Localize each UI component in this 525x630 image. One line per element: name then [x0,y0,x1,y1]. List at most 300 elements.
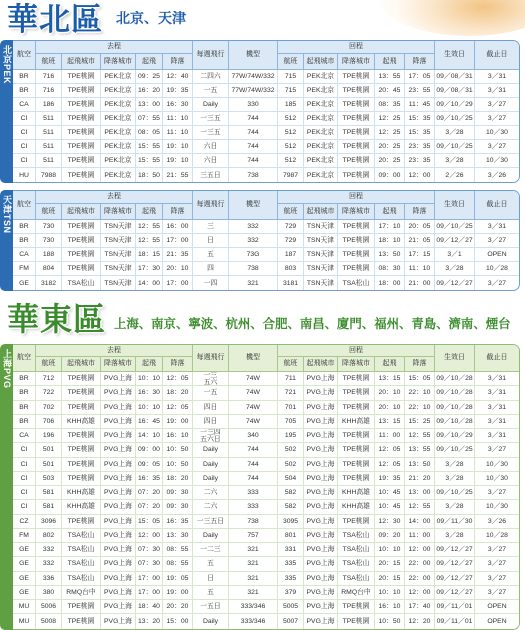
departure-city-cell: TPE桃園 [62,70,101,83]
header-return: 回程 [278,345,435,357]
effective-date-cell: 09／10／29 [435,429,475,442]
weekly-days-cell: 一五 [193,84,229,97]
return-departure-time-cell: 13：50 [375,248,405,261]
flight-row [13,500,519,514]
expiry-date-cell: 3／27 [487,546,507,554]
expiry-date-cell: 3／31 [487,432,507,440]
return-departure-city-cell: PVG上海 [304,486,338,499]
header-return-departure-city: 起飛城市 [304,54,338,69]
return-arrival-time-cell: 22：00 [405,557,435,570]
departure-city-cell: TSA松山 [62,557,101,570]
return-flight-number-cell: 512 [278,154,304,167]
return-departure-time-cell: 18：10 [375,234,405,247]
return-arrival-city-cell: KHH高雄 [338,415,375,428]
departure-city-cell: TSA松山 [62,572,101,585]
weekly-days-cell: 五 [193,557,229,570]
header-outbound-arrival-time: 降落 [163,357,193,371]
flight-number-cell: 716 [36,70,62,83]
return-arrival-city-cell: TPE桃園 [338,600,375,613]
return-departure-time-cell: 13：55 [375,70,405,83]
return-flight-number-cell: 803 [278,262,304,275]
return-arrival-time-cell: 15：05 [405,372,435,385]
arrival-time-cell: 19：10 [163,154,193,167]
effective-date-cell: 09／10／25 [435,140,475,153]
return-arrival-time-cell: 21：00 [405,276,435,290]
header-return-flight: 航班 [278,54,304,69]
arrival-time-cell: 19：05 [163,572,193,585]
header-expiry-date: 截止日 [486,51,508,58]
effective-date-cell: 3／1 [435,248,475,261]
flight-number-cell: 581 [36,486,62,499]
return-departure-city-cell: PVG上海 [304,586,338,599]
arrival-city-cell: PVG上海 [101,515,136,528]
effective-date-cell: 09／12／27 [435,586,475,599]
weekly-days-cell: 二六 [193,486,229,499]
aircraft-cell: 74W [229,386,278,399]
weekly-days-cell: 六日 [193,154,229,167]
city-tab [0,40,13,183]
departure-time-cell: 13：00 [136,98,163,111]
weekly-days-cell: 一三五日 [193,515,229,528]
flight-row [13,168,519,182]
expiry-date-cell: 10／28 [486,531,508,539]
departure-city-cell: TPE桃園 [62,126,101,139]
arrival-time-cell: 19：10 [163,140,193,153]
header-airline: 航空 [13,191,36,219]
header-return-departure-city: 起飛城市 [304,204,338,219]
pvg-schedule-table [0,344,520,630]
header-weekly-days: 每週飛行 [193,41,229,69]
return-arrival-time-cell: 22：00 [405,572,435,585]
city-tab-label: 天津TSN [2,195,12,234]
return-departure-city-cell: PVG上海 [304,543,338,556]
expiry-date-cell: 3／27 [487,489,507,497]
return-departure-city-cell: PVG上海 [304,429,338,442]
flight-row [13,472,519,486]
effective-date-cell: 09／11／01 [435,600,475,613]
flight-row [13,572,519,586]
airline-cell: BR [13,386,36,399]
aircraft-cell: 73G [229,248,278,261]
return-arrival-time-cell: 12：55 [405,429,435,442]
effective-date-cell: 09／10／28 [435,401,475,414]
effective-date-cell: 3／28 [435,472,475,485]
effective-date-cell: 09／10／29 [435,98,475,111]
departure-city-cell: KHH高雄 [62,500,101,513]
expiry-date-cell: 10／30 [486,460,508,468]
header-airline: 航空 [13,41,36,69]
flight-row [13,386,519,400]
return-arrival-city-cell: TPE桃園 [338,458,375,471]
airline-cell: CI [13,112,36,125]
departure-time-cell: 09：25 [136,70,163,83]
arrival-time-cell: 20：20 [163,600,193,613]
arrival-city-cell: PVG上海 [101,572,136,585]
airline-cell: CI [13,154,36,167]
departure-time-cell: 12：55 [136,220,163,233]
weekly-days-cell: 六日 [193,140,229,153]
effective-date-cell: 09／10／28 [435,415,475,428]
flight-row [13,262,519,276]
aircraft-cell: 74W [229,415,278,428]
expiry-date-cell: OPEN [487,617,507,625]
arrival-time-cell: 08：55 [163,543,193,556]
weekly-days-cell: 日 [193,234,229,247]
departure-city-cell: TPE桃園 [62,443,101,456]
arrival-time-cell: 11：10 [163,126,193,139]
return-arrival-city-cell: KHH高雄 [338,500,375,513]
departure-city-cell: TSA松山 [62,529,101,542]
return-flight-number-cell: 5005 [278,600,304,613]
return-departure-time-cell: 20：10 [375,386,405,399]
return-arrival-city-cell: TPE桃園 [338,140,375,153]
weekly-days-cell: 日 [193,572,229,585]
departure-time-cell: 18：50 [136,168,163,182]
arrival-time-cell: 19：00 [163,586,193,599]
header-return-arrival-time: 降落 [405,357,435,371]
header-effective-date: 生效日 [435,345,475,371]
expiry-date-cell: OPEN [487,251,507,258]
flight-row [13,586,519,600]
return-arrival-time-cell: 15：25 [405,415,435,428]
aircraft-cell: 332 [229,234,278,247]
return-arrival-city-cell: TPE桃園 [338,154,375,167]
departure-time-cell: 07：30 [136,543,163,556]
airline-cell: CI [13,500,36,513]
flight-row [13,515,519,529]
effective-date-cell: 3／28 [435,154,475,167]
return-departure-city-cell: TSN天津 [304,276,338,290]
return-arrival-time-cell: 17：15 [405,248,435,261]
return-flight-number-cell: 715 [278,70,304,83]
flight-row [13,248,519,262]
header-return-flight: 航班 [278,357,304,371]
return-arrival-city-cell: TSA松山 [338,276,375,290]
departure-city-cell: RMQ台中 [62,586,101,599]
departure-time-cell: 09：05 [136,458,163,471]
header-outbound: 去程 [36,345,193,357]
return-flight-number-cell: 582 [278,486,304,499]
arrival-city-cell: PVG上海 [101,401,136,414]
expiry-date-cell: 3／27 [487,588,507,596]
departure-time-cell: 09：00 [136,443,163,456]
weekly-days-cell: 二六 [193,500,229,513]
flight-row [13,220,519,234]
departure-time-cell: 17：00 [136,586,163,599]
arrival-city-cell: TSN天津 [101,220,136,233]
aircraft-cell: 744 [229,472,278,485]
airline-cell: MU [13,614,36,628]
weekly-days-cell: 四 [193,262,229,275]
return-arrival-city-cell: TPE桃園 [338,220,375,233]
return-departure-city-cell: TSN天津 [304,220,338,233]
departure-city-cell: TPE桃園 [62,600,101,613]
flight-number-cell: 188 [36,248,62,261]
arrival-time-cell: 17：00 [163,276,193,290]
effective-date-cell: 09／12／27 [435,234,475,247]
expiry-date-cell: 10／28 [486,265,508,272]
departure-time-cell: 07：20 [136,486,163,499]
return-arrival-city-cell: RMQ台中 [338,586,375,599]
airline-cell: CA [13,248,36,261]
return-departure-time-cell: 10：45 [375,500,405,513]
table-body [13,220,519,290]
arrival-time-cell: 18：20 [163,386,193,399]
return-departure-time-cell: 12：30 [375,515,405,528]
departure-city-cell: TPE桃園 [62,84,101,97]
return-arrival-city-cell: KHH高雄 [338,486,375,499]
airline-cell: GE [13,586,36,599]
flight-row [13,557,519,571]
arrival-city-cell: PVG上海 [101,429,136,442]
header-expiry-date: 截止日 [486,201,508,208]
expiry-date-cell: 3／27 [487,279,507,287]
return-arrival-city-cell: TPE桃園 [338,126,375,139]
return-departure-time-cell: 20：45 [375,84,405,97]
region-subtitle: 上海、南京、寧波、杭州、合肥、南昌、廈門、福州、青島、濟南、煙台 [114,316,511,331]
return-departure-city-cell: PVG上海 [304,472,338,485]
aircraft-cell: 332 [229,220,278,233]
header-expiry-date: 截止日 [486,354,508,361]
airline-cell: BR [13,84,36,97]
return-departure-city-cell: PEK北京 [304,126,338,139]
departure-city-cell: TPE桃園 [62,429,101,442]
departure-city-cell: TPE桃園 [62,98,101,111]
table-body [13,372,519,629]
arrival-city-cell: PVG上海 [101,557,136,570]
weekly-days-cell: 一三 五六 [193,372,229,385]
return-departure-city-cell: TSN天津 [304,234,338,247]
header-return-departure-time: 起飛 [375,357,405,371]
return-arrival-city-cell: TPE桃園 [338,472,375,485]
table-body [13,70,519,182]
header-outbound-departure-city: 起飛城市 [62,204,101,219]
return-departure-city-cell: PEK北京 [304,84,338,97]
departure-time-cell: 13：20 [136,614,163,628]
departure-city-cell: TPE桃園 [62,262,101,275]
expiry-date-cell: 3／31 [487,389,507,397]
header-weekly-days: 每週飛行 [193,191,229,219]
flight-number-cell: 706 [36,415,62,428]
corner-glow-decoration [379,0,525,36]
return-flight-number-cell: 335 [278,557,304,570]
expiry-date-cell: 3／31 [487,223,507,230]
header-outbound-flight: 航班 [36,357,62,371]
return-flight-number-cell: 502 [278,458,304,471]
return-flight-number-cell: 502 [278,443,304,456]
arrival-city-cell: PVG上海 [101,472,136,485]
arrival-time-cell: 16：35 [163,515,193,528]
return-departure-city-cell: TSN天津 [304,262,338,275]
return-flight-number-cell: 715 [278,84,304,97]
arrival-time-cell: 09：30 [163,486,193,499]
effective-date-cell: 09／10／28 [435,372,475,385]
airline-cell: CA [13,98,36,111]
departure-city-cell: TPE桃園 [62,234,101,247]
return-flight-number-cell: 3095 [278,515,304,528]
aircraft-cell: 321 [229,586,278,599]
return-departure-time-cell: 13：15 [375,372,405,385]
weekly-days-cell: Daily [193,443,229,456]
expiry-date-cell: 3／31 [487,73,507,80]
flight-number-cell: 730 [36,234,62,247]
return-arrival-time-cell: 12：00 [405,586,435,599]
weekly-days-cell: Daily [193,614,229,628]
expiry-date-cell: 3／31 [487,87,507,94]
departure-city-cell: KHH高雄 [62,415,101,428]
pek-schedule-table [0,40,520,183]
departure-city-cell: TPE桃園 [62,472,101,485]
effective-date-cell: 09／10／28 [435,386,475,399]
return-flight-number-cell: 512 [278,112,304,125]
return-arrival-time-cell: 11：45 [405,98,435,111]
return-flight-number-cell: 379 [278,586,304,599]
return-arrival-time-cell: 15：35 [405,126,435,139]
return-departure-city-cell: PVG上海 [304,458,338,471]
expiry-date-cell: 3／27 [487,101,507,108]
flight-number-cell: 3182 [36,276,62,290]
return-arrival-time-cell: 13：00 [405,486,435,499]
return-flight-number-cell: 331 [278,543,304,556]
return-arrival-time-cell: 12：55 [405,500,435,513]
arrival-time-cell: 16：00 [163,220,193,233]
departure-city-cell: TPE桃園 [62,112,101,125]
return-flight-number-cell: 185 [278,98,304,111]
departure-city-cell: TPE桃園 [62,154,101,167]
departure-time-cell: 16：45 [136,415,163,428]
return-departure-time-cell: 20：15 [375,572,405,585]
return-departure-city-cell: PEK北京 [304,70,338,83]
aircraft-cell: 321 [229,543,278,556]
return-arrival-city-cell: TPE桃園 [338,112,375,125]
arrival-city-cell: PVG上海 [101,443,136,456]
header-return-departure-city: 起飛城市 [304,357,338,371]
tsn-schedule-table [0,190,520,291]
weekly-days-cell: 三 [193,220,229,233]
arrival-time-cell: 21：35 [163,248,193,261]
header-weekly-days: 每週飛行 [193,345,229,371]
return-arrival-city-cell: TSA松山 [338,557,375,570]
expiry-date-cell: 10／30 [486,157,508,164]
aircraft-cell: 333/346 [229,614,278,628]
return-departure-time-cell: 20：25 [375,154,405,167]
departure-time-cell: 08：05 [136,126,163,139]
aircraft-cell: 74W [229,401,278,414]
weekly-days-cell: 一四 [193,276,229,290]
flight-number-cell: 712 [36,372,62,385]
header-outbound: 去程 [36,191,193,204]
aircraft-cell: 744 [229,458,278,471]
header-effective-date: 生效日 [435,41,475,69]
arrival-city-cell: PVG上海 [101,543,136,556]
return-flight-number-cell: 504 [278,472,304,485]
aircraft-cell: 744 [229,443,278,456]
flight-number-cell: 380 [36,586,62,599]
departure-time-cell: 10：10 [136,372,163,385]
departure-time-cell: 16：30 [136,386,163,399]
return-flight-number-cell: 187 [278,248,304,261]
return-arrival-city-cell: TSA松山 [338,529,375,542]
departure-city-cell: TPE桃園 [62,386,101,399]
return-departure-city-cell: PEK北京 [304,168,338,182]
flight-number-cell: 581 [36,500,62,513]
effective-date-cell: 09／10／25 [435,443,475,456]
airline-cell: GE [13,276,36,290]
aircraft-cell: 744 [229,126,278,139]
return-arrival-time-cell: 22：10 [405,386,435,399]
airline-cell: CI [13,140,36,153]
flight-row [13,429,519,443]
departure-time-cell: 14：00 [136,276,163,290]
return-flight-number-cell: 801 [278,529,304,542]
return-flight-number-cell: 582 [278,500,304,513]
header-return-departure-time: 起飛 [375,204,405,219]
departure-time-cell: 15：55 [136,140,163,153]
expiry-date-cell: 3／27 [487,574,507,582]
table-header [13,191,519,220]
flight-number-cell: 511 [36,126,62,139]
effective-date-cell: 3／28 [435,529,475,542]
header-outbound-arrival-city: 降落城市 [101,54,136,69]
airline-cell: CI [13,472,36,485]
flight-number-cell: 804 [36,262,62,275]
departure-city-cell: TSA松山 [62,276,101,290]
weekly-days-cell: 四日 [193,401,229,414]
return-flight-number-cell: 5007 [278,614,304,628]
city-tab-label: 北京PEK [2,45,12,85]
arrival-city-cell: PVG上海 [101,486,136,499]
return-departure-time-cell: 17：10 [375,220,405,233]
return-departure-time-cell: 19：35 [375,472,405,485]
arrival-time-cell: 11：10 [163,112,193,125]
return-flight-number-cell: 729 [278,234,304,247]
airline-cell: FM [13,529,36,542]
flight-row [13,486,519,500]
arrival-city-cell: PVG上海 [101,415,136,428]
airline-cell: BR [13,70,36,83]
return-flight-number-cell: 711 [278,372,304,385]
return-flight-number-cell: 512 [278,126,304,139]
return-departure-city-cell: PVG上海 [304,515,338,528]
departure-time-cell: 14：10 [136,429,163,442]
return-departure-city-cell: PEK北京 [304,98,338,111]
weekly-days-cell: 一五日 [193,600,229,613]
return-arrival-city-cell: TPE桃園 [338,84,375,97]
return-arrival-time-cell: 13：50 [405,458,435,471]
return-departure-time-cell: 16：10 [375,600,405,613]
header-effective-date: 生效日 [435,191,475,219]
header-outbound-departure-city: 起飛城市 [62,357,101,371]
region-title: 華北區 [7,2,103,38]
flight-row [13,112,519,126]
aircraft-cell: 77W/74W/332 [229,84,278,97]
arrival-city-cell: PEK北京 [101,70,136,83]
departure-time-cell: 18：15 [136,248,163,261]
airline-cell: GE [13,543,36,556]
aircraft-cell: 738 [229,262,278,275]
return-arrival-city-cell: TPE桃園 [338,168,375,182]
region-subtitle: 北京、天津 [116,11,186,27]
aircraft-cell: 333/346 [229,600,278,613]
weekly-days-cell: 一三五 [193,126,229,139]
return-departure-city-cell: PVG上海 [304,443,338,456]
return-flight-number-cell: 3181 [278,276,304,290]
return-departure-city-cell: TSN天津 [304,248,338,261]
aircraft-cell: 77W/74W/332 [229,70,278,83]
effective-date-cell: 09／12／27 [435,572,475,585]
effective-date-cell: 09／08／31 [435,84,475,97]
arrival-time-cell: 12：40 [163,70,193,83]
